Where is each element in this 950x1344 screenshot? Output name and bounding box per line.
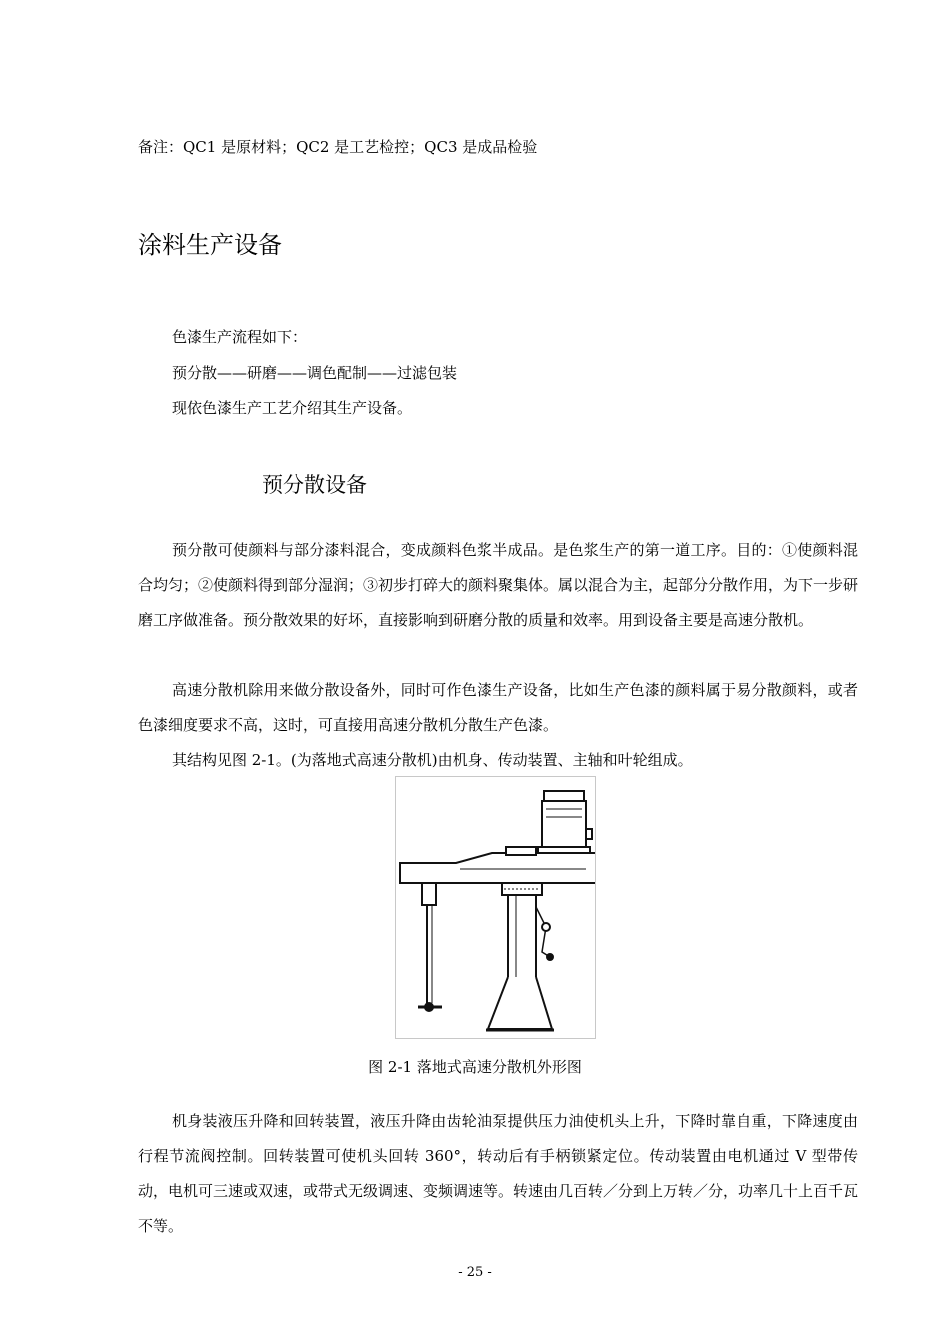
- intro-line-1: 色漆生产流程如下：: [172, 328, 308, 346]
- disperser-figure: [395, 776, 596, 1039]
- subsection-title: 预分散设备: [262, 473, 367, 497]
- paragraph-dispersion-use: 高速分散机除用来做分散设备外，同时可作色漆生产设备，比如生产色漆的颜料属于易分散颜料，或者色漆细度要求不高，这时，可直接用高速分散机分散生产色漆。: [138, 681, 858, 734]
- page-number: - 25 -: [458, 1265, 492, 1280]
- intro-line-2: 预分散——研磨——调色配制——过滤包装: [172, 364, 458, 382]
- disperser-machine-illustration: [396, 777, 595, 1038]
- paragraph-mechanism: 机身装液压升降和回转装置，液压升降由齿轮油泵提供压力油使机头上升，下降时靠自重，下降速度由行程节流阀控制。回转装置可使机头回转 360°，转动后有手柄锁紧定位。传动装置由电机通过 V 型带传动，电机可三速或双速，或带式无级调速、变频调速等。转速由几百转／分到上万转／分，功率几十上百千瓦不等。: [138, 1112, 859, 1235]
- paragraph-structure: 其结构见图 2-1。(为落地式高速分散机)由机身、传动装置、主轴和叶轮组成。: [172, 751, 693, 769]
- section-title: 涂料生产设备: [138, 231, 282, 259]
- note-text: 备注：QC1 是原材料；QC2 是工艺检控；QC3 是成品检验: [138, 138, 538, 156]
- paragraph-purpose: 预分散可使颜料与部分漆料混合，变成颜料色浆半成品。是色浆生产的第一道工序。目的：①使颜料混合均匀；②使颜料得到部分湿润；③初步打碎大的颜料聚集体。属以混合为主，起部分分散作用，为下一步研磨工序做准备。预分散效果的好坏，直接影响到研磨分散的质量和效率。用到设备主要是高速分散机。: [138, 541, 859, 629]
- intro-line-3: 现依色漆生产工艺介绍其生产设备。: [172, 399, 413, 417]
- figure-caption: 图 2-1 落地式高速分散机外形图: [368, 1058, 582, 1076]
